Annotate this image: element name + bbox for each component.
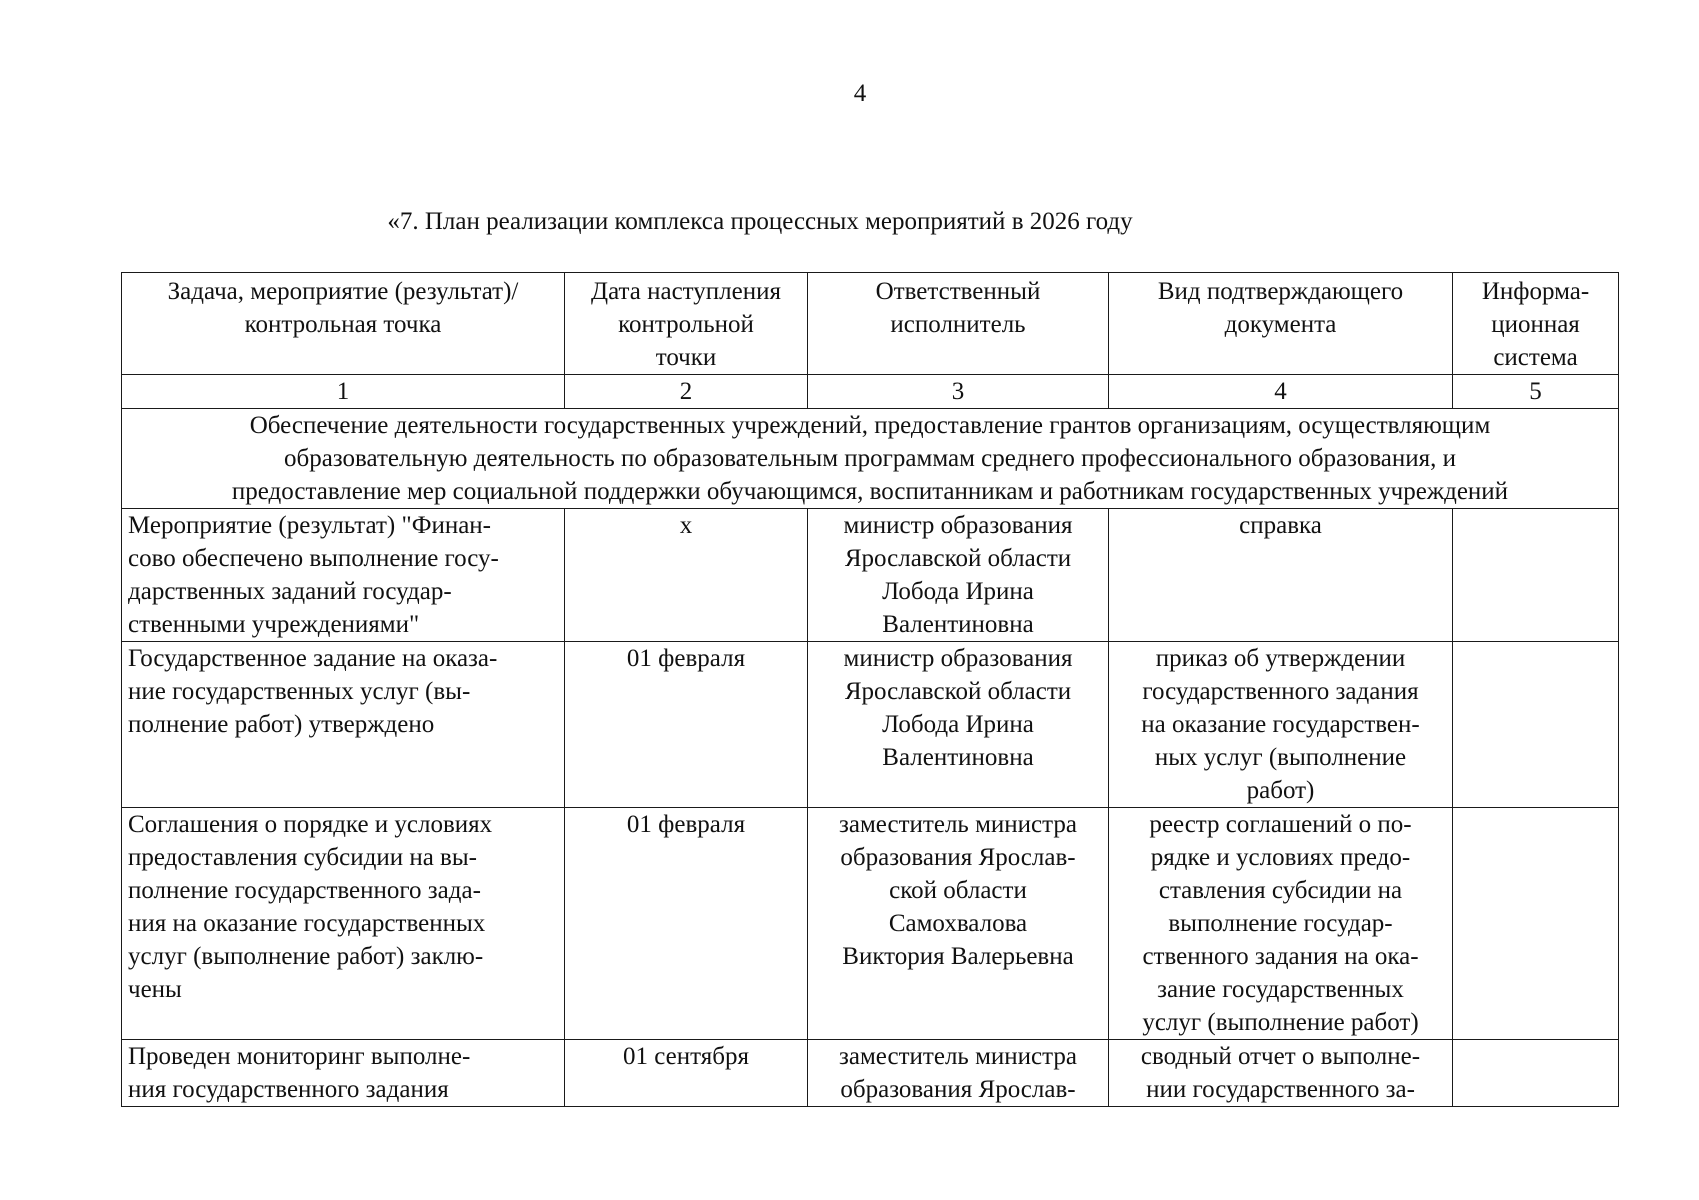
table-row	[122, 1040, 1619, 1107]
date-cell: х	[565, 509, 808, 642]
document-cell: реестр соглашений о по- рядке и условиях предо- ставления субсидии на выполнение государ- ственного задания на ока- зание государственных услуг (выполнение работ)	[1109, 808, 1453, 1040]
header-system: Информа- ционная система	[1453, 273, 1619, 375]
system-cell	[1453, 509, 1619, 642]
system-cell	[1453, 1040, 1619, 1107]
document-cell: сводный отчет о выполне- нии государственного за-	[1109, 1040, 1453, 1107]
column-number: 5	[1453, 375, 1619, 409]
date-cell: 01 сентября	[565, 1040, 808, 1107]
plan-table	[121, 272, 1619, 1107]
table-header-row	[122, 273, 1619, 375]
responsible-cell: министр образования Ярославской области Лобода Ирина Валентиновна	[808, 642, 1109, 808]
header-date: Дата наступления контрольной точки	[565, 273, 808, 375]
column-number: 3	[808, 375, 1109, 409]
section-header-row	[122, 409, 1619, 509]
column-number: 4	[1109, 375, 1453, 409]
header-task: Задача, мероприятие (результат)/ контрольная точка	[122, 273, 565, 375]
column-number: 2	[565, 375, 808, 409]
responsible-cell: министр образования Ярославской области Лобода Ирина Валентиновна	[808, 509, 1109, 642]
document-cell: справка	[1109, 509, 1453, 642]
table-row	[122, 808, 1619, 1040]
section-title: Обеспечение деятельности государственных учреждений, предоставление грантов организациям, осуществляющим образовательную деятельность по образовательным программам среднего профессионального образования, и предоставление мер социальной поддержки обучающимся, воспитанникам и работникам государственных учреждений	[122, 409, 1619, 509]
date-cell: 01 февраля	[565, 642, 808, 808]
system-cell	[1453, 808, 1619, 1040]
table-row	[122, 509, 1619, 642]
system-cell	[1453, 642, 1619, 808]
document-cell: приказ об утверждении государственного задания на оказание государствен- ных услуг (выполнение работ)	[1109, 642, 1453, 808]
column-number: 1	[122, 375, 565, 409]
responsible-cell: заместитель министра образования Ярослав-	[808, 1040, 1109, 1107]
table-row	[122, 642, 1619, 808]
task-cell: Проведен мониторинг выполне- ния государственного задания	[122, 1040, 565, 1107]
task-cell: Соглашения о порядке и условиях предоставления субсидии на вы- полнение государственного зада- ния на оказание государственных услуг (выполнение работ) заклю- чены	[122, 808, 565, 1040]
page-number: 4	[853, 80, 867, 107]
task-cell: Государственное задание на оказа- ние государственных услуг (вы- полнение работ) утверждено	[122, 642, 565, 808]
column-number-row	[122, 375, 1619, 409]
header-responsible: Ответственный исполнитель	[808, 273, 1109, 375]
task-cell: Мероприятие (результат) "Финан- сово обеспечено выполнение госу- дарственных заданий государ- ственными учреждениями"	[122, 509, 565, 642]
date-cell: 01 февраля	[565, 808, 808, 1040]
document-title: «7. План реализации комплекса процессных мероприятий в 2026 году	[387, 208, 1133, 235]
header-document: Вид подтверждающего документа	[1109, 273, 1453, 375]
responsible-cell: заместитель министра образования Ярослав- ской области Самохвалова Виктория Валерьевна	[808, 808, 1109, 1040]
